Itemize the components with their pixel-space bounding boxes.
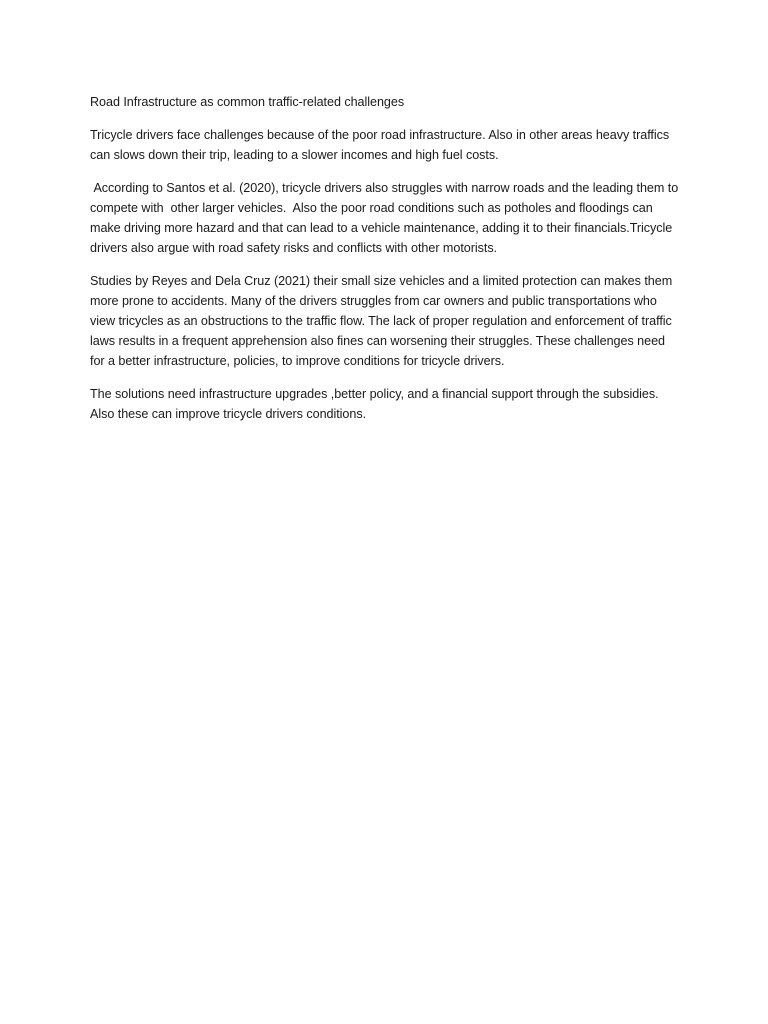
paragraph-3: Studies by Reyes and Dela Cruz (2021) their small size vehicles and a limited protection can makes them more prone to accidents. Many of the drivers struggles from car owners and public transportations who view tricycles as an obstructions to the traffic flow. The lack of proper regulation and enforcement of traffic laws results in a frequent apprehension also fines can worsening their struggles. These challenges need for a better infrastructure, policies, to improve conditions for tricycle drivers. — [90, 274, 676, 368]
paragraph-2: According to Santos et al. (2020), tricycle drivers also struggles with narrow roads and the leading them to compete with other larger vehicles. Also the poor road conditions such as potholes and floodings can make driving more hazard and that can lead to a vehicle maintenance, adding it to their financials.Tricycle drivers also argue with road safety risks and conflicts with other motorists. — [90, 181, 682, 255]
paragraph-4: The solutions need infrastructure upgrades ,better policy, and a financial support through the subsidies. Also these can improve tricycle drivers conditions. — [90, 387, 662, 421]
document-body — [90, 92, 682, 437]
paragraph-1: Tricycle drivers face challenges because of the poor road infrastructure. Also in other areas heavy traffics can slows down their trip, leading to a slower incomes and high fuel costs. — [90, 128, 673, 162]
document-heading: Road Infrastructure as common traffic-related challenges — [90, 95, 405, 109]
